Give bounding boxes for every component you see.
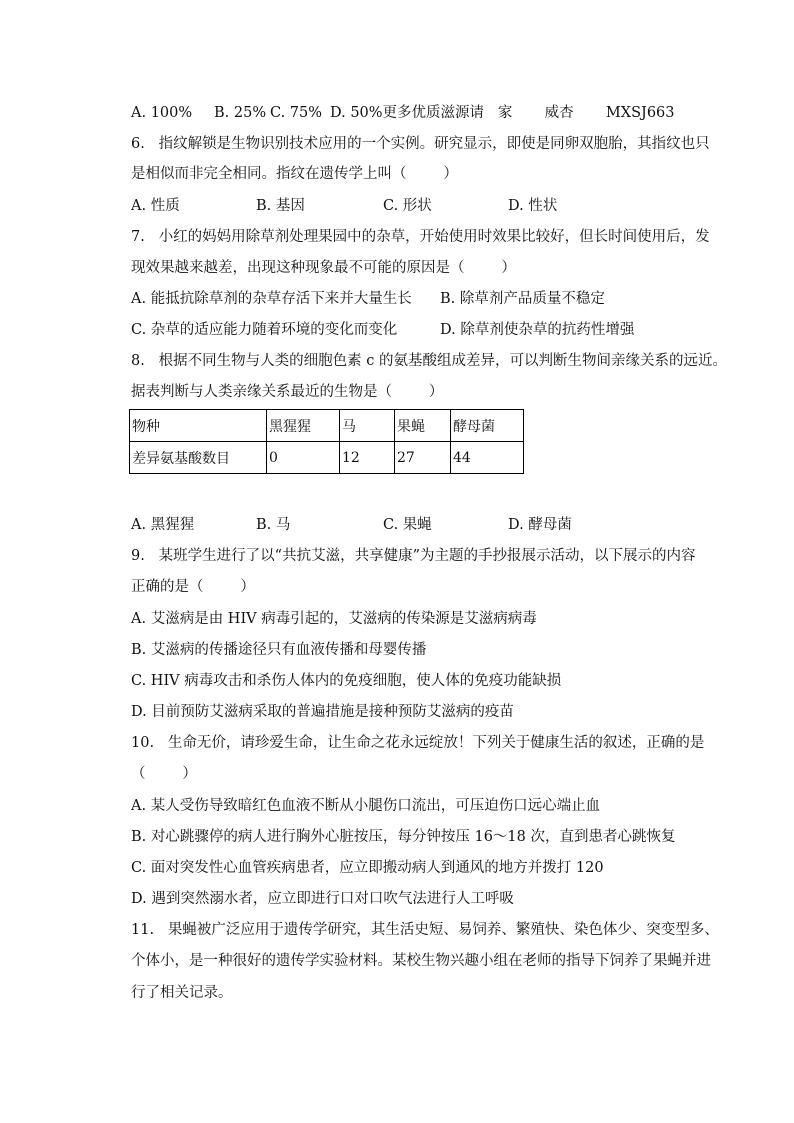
q6-stem-line1: 6. 指纹解锁是生物识别技术应用的一个实例。研究显示，即使是同卵双胞胎，其指纹也只 [131, 136, 710, 152]
q10-stem-line2: （ ） [131, 766, 197, 782]
q6-option-c: C. 形状 [383, 198, 432, 214]
q11-stem-line3: 行了相关记录。 [131, 985, 233, 1001]
table-cell: 物种 [130, 410, 267, 442]
q10-option-d: D. 遇到突然溺水者，应立即进行口对口吹气法进行人工呼吸 [131, 891, 514, 907]
q9-stem-line2: 正确的是（ ） [131, 579, 255, 595]
q7-option-d: D. 除草剂使杂草的抗药性增强 [440, 322, 635, 338]
q7-option-a: A. 能抵抗除草剂的杂草存活下来并大量生长 [131, 291, 412, 307]
q7-option-c: C. 杂草的适应能力随着环境的变化而变化 [131, 322, 398, 338]
table-cell: 44 [451, 442, 524, 474]
table-cell: 0 [267, 442, 340, 474]
q6-option-a: A. 性质 [131, 198, 180, 214]
q5-option-b: B. 25% [214, 105, 267, 121]
q9-option-a: A. 艾滋病是由 HIV 病毒引起的，艾滋病的传染源是艾滋病病毒 [131, 611, 537, 627]
q5-option-a: A. 100% [131, 105, 193, 121]
table-row [130, 442, 524, 474]
table-header-row [130, 410, 524, 442]
q11-stem-line2: 个体小，是一种很好的遗传学实验材料。某校生物兴趣小组在老师的指导下饲养了果蝇并进 [131, 953, 711, 969]
table-cell: 酵母菌 [451, 410, 524, 442]
table-cell: 差异氨基酸数目 [130, 442, 267, 474]
q10-stem-line1: 10. 生命无价，请珍爱生命，让生命之花永远绽放！下列关于健康生活的叙述，正确的是 [131, 735, 705, 751]
q6-stem-line2: 是相似而非完全相同。指纹在遗传学上叫（ ） [131, 166, 458, 182]
table-cell: 27 [395, 442, 451, 474]
q10-option-b: B. 对心跳骤停的病人进行胸外心脏按压，每分钟按压 16～18 次，直到患者心跳恢复 [131, 829, 676, 845]
q6-option-d: D. 性状 [508, 198, 558, 214]
q8-option-a: A. 黑猩猩 [131, 517, 195, 533]
q8-stem-line2: 据表判断与人类亲缘关系最近的生物是（ ） [131, 384, 444, 400]
table-cell: 黑猩猩 [267, 410, 340, 442]
q11-stem-line1: 11. 果蝇被广泛应用于遗传学研究，其生活史短、易饲养、繁殖快、染色体少、突变型多、 [131, 922, 719, 938]
q9-option-b: B. 艾滋病的传播途径只有血液传播和母婴传播 [131, 642, 427, 658]
q10-option-a: A. 某人受伤导致暗红色血液不断从小腿伤口流出，可压迫伤口远心端止血 [131, 798, 601, 814]
table-cell: 12 [340, 442, 395, 474]
q8-option-d: D. 酵母菌 [508, 517, 572, 533]
table-cell: 果蝇 [395, 410, 451, 442]
q7-stem-line1: 7. 小红的妈妈用除草剂处理果园中的杂草，开始使用时效果比较好，但长时间使用后，发 [131, 229, 710, 245]
q6-option-b: B. 基因 [256, 198, 305, 214]
q7-option-b: B. 除草剂产品质量不稳定 [440, 291, 605, 307]
q9-option-d: D. 目前预防艾滋病采取的普遍措施是接种预防艾滋病的疫苗 [131, 704, 514, 720]
q5-option-c: C. 75% [270, 105, 323, 121]
q5-option-d: D. 50%更多优质滋源请 家 威杏 MXSJ663 [330, 105, 675, 121]
q9-stem-line1: 9. 某班学生进行了以“共抗艾滋，共享健康”为主题的手抄报展示活动，以下展示的内容 [131, 548, 696, 564]
q8-option-c: C. 果蝇 [383, 517, 432, 533]
q7-stem-line2: 现效果越来越差，出现这种现象最不可能的原因是（ ） [131, 260, 516, 276]
q9-option-c: C. HIV 病毒攻击和杀伤人体内的免疫细胞，使人体的免疫功能缺损 [131, 673, 562, 689]
q8-option-b: B. 马 [256, 517, 291, 533]
q8-stem-line1: 8. 根据不同生物与人类的细胞色素 c 的氨基酸组成差异，可以判断生物间亲缘关系的远近。 [131, 353, 727, 369]
q10-option-c: C. 面对突发性心血管疾病患者，应立即搬动病人到通风的地方并拨打 120 [131, 860, 604, 876]
species-table [129, 409, 524, 474]
table-cell: 马 [340, 410, 395, 442]
